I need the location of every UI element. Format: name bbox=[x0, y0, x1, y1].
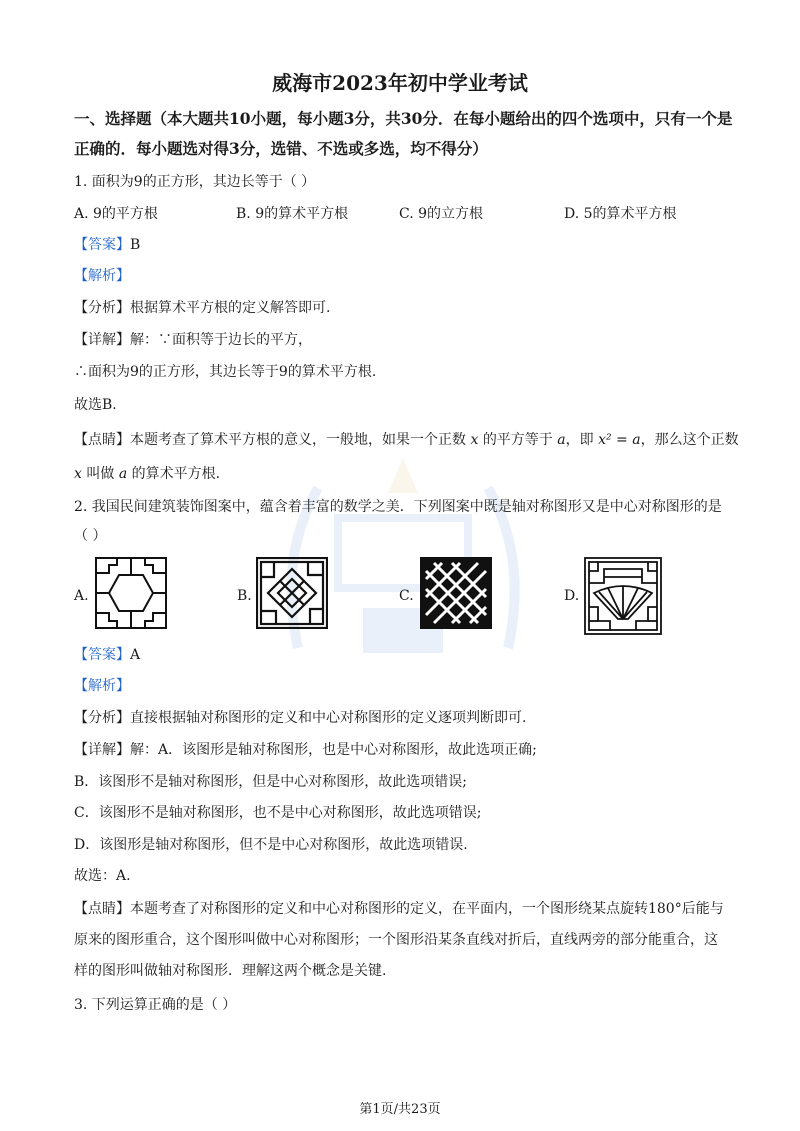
figure-b-label: B. bbox=[237, 588, 252, 604]
var-x: x bbox=[470, 432, 479, 448]
q2-dianjing-line2: 原来的图形重合，这个图形叫做中心对称图形；一个图形沿某条直线对折后，直线两旁的部分能重合，这 bbox=[74, 932, 718, 948]
answer-value: B bbox=[130, 237, 141, 253]
figure-a-label: A. bbox=[74, 588, 89, 604]
var-a: a bbox=[557, 432, 566, 448]
fenxi-text: 根据算术平方根的定义解答即可. bbox=[130, 300, 331, 316]
jiexi-tag: 【解析】 bbox=[74, 678, 130, 694]
q2-fenxi bbox=[74, 708, 526, 728]
q1-answer bbox=[74, 235, 140, 255]
page-footer: 第1页/共23页 bbox=[359, 1102, 441, 1117]
figure-c-weave-pattern bbox=[420, 557, 492, 629]
q1-jiexi bbox=[74, 266, 130, 286]
dianjing-text-c: ，即 bbox=[565, 432, 594, 448]
exam-title: 威海市2023年初中学业考试 bbox=[272, 71, 528, 95]
q1-stem: 1. 面积为9的正方形，其边长等于（ ） bbox=[74, 174, 316, 190]
xiangjie-text: 解：∵面积等于边长的平方， bbox=[130, 332, 312, 348]
q1-option-b: B. 9的算术平方根 bbox=[236, 206, 349, 222]
dianjing-tag: 【点睛】 bbox=[74, 432, 130, 448]
jiexi-tag: 【解析】 bbox=[74, 268, 130, 284]
xiangjie-tag: 【详解】 bbox=[74, 742, 130, 758]
figure-b-knot-pattern bbox=[256, 557, 328, 629]
q1-therefore: ∴面积为9的正方形，其边长等于9的算术平方根. bbox=[74, 364, 377, 380]
q1-option-c: C. 9的立方根 bbox=[399, 206, 484, 222]
q3-stem: 3. 下列运算正确的是（ ） bbox=[74, 997, 237, 1013]
fenxi-tag: 【分析】 bbox=[74, 300, 130, 316]
dianjing-tag: 【点睛】 bbox=[74, 901, 130, 917]
q2-stem-line2: （ ） bbox=[74, 528, 107, 544]
q2-line-d: D．该图形是轴对称图形，但不是中心对称图形，故此选项错误. bbox=[74, 837, 468, 853]
dianjing-text-f: 的算术平方根. bbox=[131, 466, 221, 482]
answer-tag: 【答案】 bbox=[74, 647, 130, 663]
figure-c-label: C. bbox=[399, 588, 414, 604]
q1-xiangjie bbox=[74, 330, 312, 350]
q1-dianjing-line2 bbox=[74, 464, 220, 484]
figure-d-label: D. bbox=[564, 588, 580, 604]
q1-choose: 故选B. bbox=[74, 397, 117, 413]
q1-option-a: A. 9的平方根 bbox=[74, 206, 158, 222]
q2-xiangjie bbox=[74, 740, 537, 760]
q2-dianjing-line3: 样的图形叫做轴对称图形．理解这两个概念是关键. bbox=[74, 963, 387, 979]
xiangjie-tag: 【详解】 bbox=[74, 332, 130, 348]
q2-stem-line1: 2. 我国民间建筑装饰图案中，蕴含着丰富的数学之美．下列图案中既是轴对称图形又是中心对称图形的是 bbox=[74, 499, 722, 515]
dianjing-text-1: 本题考查了对称图形的定义和中心对称图形的定义，在平面内，一个图形绕某点旋转180°后能与 bbox=[130, 901, 724, 917]
xiangjie-text: 解：A．该图形是轴对称图形，也是中心对称图形，故此选项正确; bbox=[130, 742, 537, 758]
answer-tag: 【答案】 bbox=[74, 237, 130, 253]
figure-a-hexagon-pattern bbox=[95, 557, 167, 629]
figure-d-fan-pattern bbox=[584, 557, 662, 635]
equation: x² = a bbox=[598, 432, 641, 448]
dianjing-text-e: 叫做 bbox=[86, 466, 115, 482]
answer-value: A bbox=[130, 647, 141, 663]
section-heading: 一、选择题（本大题共10小题，每小题3分，共30分．在每小题给出的四个选项中，只有一个是正确的．每小题选对得3分，选错、不选或多选，均不得分） bbox=[74, 109, 733, 158]
q2-line-b: B．该图形不是轴对称图形，但是中心对称图形，故此选项错误; bbox=[74, 774, 468, 790]
q1-option-d: D. 5的算术平方根 bbox=[564, 206, 677, 222]
var-a: a bbox=[118, 466, 128, 482]
dianjing-text-b: 的平方等于 bbox=[482, 432, 553, 448]
var-x: x bbox=[74, 466, 82, 482]
dianjing-text-d: ，那么这个正数 bbox=[640, 432, 739, 448]
q1-fenxi bbox=[74, 298, 330, 318]
q2-jiexi bbox=[74, 676, 130, 696]
dianjing-text-a: 本题考查了算术平方根的意义，一般地，如果一个正数 bbox=[130, 432, 466, 448]
fenxi-text: 直接根据轴对称图形的定义和中心对称图形的定义逐项判断即可. bbox=[130, 710, 527, 726]
fenxi-tag: 【分析】 bbox=[74, 710, 130, 726]
q2-answer bbox=[74, 645, 140, 665]
q2-choose: 故选：A. bbox=[74, 868, 131, 884]
q2-dianjing-line1 bbox=[74, 899, 724, 919]
q1-dianjing-line1 bbox=[74, 430, 739, 450]
q2-line-c: C．该图形不是轴对称图形，也不是中心对称图形，故此选项错误; bbox=[74, 805, 482, 821]
